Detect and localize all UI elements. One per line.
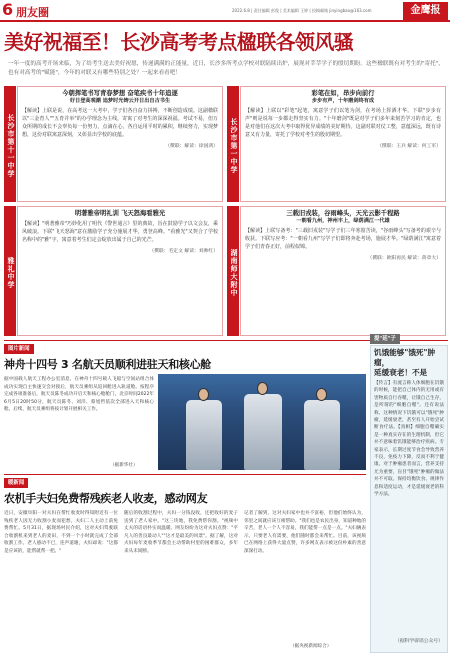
brand-logo: 金鹰报 bbox=[403, 2, 448, 20]
story2-column-2: 随后的收割过程中，夫妇一分钱没收，还把收好的麦子送到了老人家中。"这三块地，我免费帮你割。"视频中丈夫的话语朴实而温暖。网友纷纷为这对夫妇点赞："平凡人的善良最动人""这才是最美的风景"。据了解，这对夫妇每年麦收季节都会主动帮助村里的困难群众，多年来从未间断。 bbox=[124, 511, 238, 554]
astronaut-photo bbox=[158, 374, 366, 470]
couplet-card-2 bbox=[17, 206, 223, 336]
sidebar-body: 【传言】有流言称人体细胞在饥饿的时候，能把自己体内的无用或有害物质自行吞噬，让饿自己生存，是所谓的"细胞自噬"。还有说法称，这种情况下饥饿可以"饿死"肿瘤，延缓衰老，甚至有人开始尝试断食疗法。【真相】细胞自噬确实是一种真实存在的生理机制，但它并不意味着饥饿能够治疗疾病。专家表示，长期过度节食会导致营养不良，免疫力下降，反而不利于健康。对于肿瘤患者而言，营养支持尤为重要，盲目"饿死"肿瘤的做法并不可取。保持均衡饮食、规律作息和适度运动，才是延缓衰老的科学方法。 bbox=[374, 381, 444, 498]
astronaut-figure bbox=[186, 400, 222, 470]
issue-meta: 2022.6.8 | 责任编辑 彭俊 | 美术编辑 王婷 | 投稿邮箱 jinyingbao@163.com bbox=[232, 8, 372, 13]
couplet-title: 今朝挥笔书写青春梦想 奋笔疾书十年追逐 bbox=[62, 90, 178, 97]
couplet-title: 明著雅帝明礼训 飞天怒海看雅光 bbox=[74, 210, 166, 217]
couplet-card-4 bbox=[240, 206, 446, 336]
couplet-body: 【解读】上联是说，在高考这一大考中，学子们各自奋力拼搏，不断创造成绩。这副楹联以"三金育人""五育并举"的办学理念为主线，寄寓了对考生的深深祝福。考试不易，但万众所期的成长不会辜负每一份努力，点滴在心，各自运用平时的累积，继续努力，实现梦想，这份对联寓意深刻，又彰显出学校的底蕴。 bbox=[22, 108, 218, 138]
story1-body: 据中国载人航天工程办公室消息，在神舟十四号载人飞船与空间站组合体成功实现自主快速交会对接后，航天员乘组从返回舱进入轨道舱。按程序完成各项准备后，航天员陈冬成功开启天和核心舱舱门，北京时间2022年6月5日20时50分，航天员陈冬、刘洋、蔡旭哲依次全部进入天和核心舱。后续，航天员乘组将按计划开展相关工作。 bbox=[4, 377, 154, 413]
section-title: 朋友圈 bbox=[16, 6, 49, 19]
story1-headline: 神舟十四号 3 名航天员顺利进驻天和核心舱 bbox=[4, 358, 212, 371]
couplet-subtitle: 好日登高观潮 追梦时光铸云开日出自古书生 bbox=[69, 98, 171, 104]
sidebar-credit: （据科学辟谣公众号） bbox=[395, 639, 443, 644]
couplet-credit: （撰联：解读：徐国鸿） bbox=[165, 144, 218, 149]
page-number: 6 bbox=[2, 0, 14, 19]
lead-paragraph: 一年一度的高考开场来临，为了给考生送去美好祝愿，传递满满的正能量，近日，长沙多所考点学校对联陆续出炉，展现对莘莘学子的殷切期盼。这些楹联既有对考生的"寄托"，也有对高考的"赋能"，今年的对联又有哪些特别之处？一起来看看吧！ bbox=[8, 61, 444, 76]
sidebar-title-line-2: 延缓衰老！不是 bbox=[374, 368, 428, 377]
couplet-side-label-3: 长沙市第一中学 bbox=[227, 86, 239, 202]
couplet-body: 【解读】上联写备考："三载旧戎装"写学子们三年寒窗苦读，"谷雨峰头"写备考的艰辛与收获。下联写应考："一朝看九州"写学子们即将奔赴考场，施展才华。"绿荫满江"寓意着学子们青春正好，前程似锦。 bbox=[245, 228, 441, 250]
couplet-body: 【解读】上联以"彩笔"起笔，寓意学子们以笔为剑，在考场上挥洒才华。下联"步步有声"则是说每一步都走得坚实有力。"十年磨剑"既是对学子们多年来刻苦学习的肯定，也是对他们在这次大考中取得优异成绩的美好期待。这副对联对仗工整，意蕴深远，既有诗意又有力量，寄托了学校对考生的殷切期望。 bbox=[245, 108, 441, 138]
story2-headline: 农机手夫妇免费帮残疾老人收麦，感动网友 bbox=[4, 492, 208, 505]
couplet-title: 三载旧戎装，谷雨峰头，天光云影千程路 bbox=[286, 210, 400, 217]
couplet-card-3 bbox=[240, 86, 446, 202]
couplet-credit: （撰联：王兵 解读：何工军） bbox=[377, 144, 441, 149]
couplet-card-1 bbox=[17, 86, 223, 202]
astronaut-head bbox=[257, 382, 268, 395]
tag-warm-news: 暖新闻 bbox=[4, 478, 28, 488]
sidebar-title-line-1: 饥饿能够"饿死"肿瘤， bbox=[374, 348, 436, 367]
couplet-credit: （撰联：毛定文 解读：刘帅红） bbox=[149, 249, 218, 254]
couplet-title: 彩笔在如，昂步向前行 bbox=[311, 90, 375, 97]
couplet-credit: （撰联：欧阳再民 解读：蒋章大） bbox=[367, 256, 441, 261]
couplet-body: 【解读】"明著雅帝"巧妙化用了明代《警世通言》里的典故，旨在鼓励学子以文会友，乘风破浪。下联"飞天怒海"意在激励学子充分施展才华，勇登高峰。"看雅光"又契合了学校名称中的"雅"字，寓意着考生们定会绽放出属于自己的光芒。 bbox=[22, 221, 218, 243]
astronaut-figure bbox=[304, 400, 340, 470]
tag-photo-news: 图片新闻 bbox=[4, 344, 34, 354]
masthead bbox=[0, 0, 450, 22]
couplet-subtitle: 步步有声，十年磨剑终有成 bbox=[311, 98, 375, 104]
main-headline: 美好祝福至！长沙高考考点楹联各领风骚 bbox=[4, 30, 354, 54]
astronaut-head bbox=[316, 388, 327, 401]
sidebar-box bbox=[370, 345, 448, 653]
astronaut-head bbox=[198, 388, 209, 401]
story2-credit: （据央视新闻综合） bbox=[290, 644, 332, 649]
astronaut-figure bbox=[244, 394, 282, 470]
story2-column-3: 记者了解到，这对夫妇家中也并不富裕，但他们始终认为，邻里之间就应该互相帮助。"我们也是农民出身，知道种地的辛苦，老人一个人不容易，我们能帮一点是一点。"夫妇俩表示，只要老人有需要，他们随时都会来帮忙。目前，该视频已在网络上获得大量点赞，许多网友表示被这份朴素的善意深深打动。 bbox=[244, 511, 366, 554]
section-divider bbox=[4, 474, 366, 475]
story2-column-1: 近日，安徽阜阳一对夫妇在帮忙收麦时得知附近有一位残疾老人因无力收割小麦而犯愁，夫妇二人主动上前免费帮忙。5月31日，据现场村民介绍，这对夫妇驾驶联合收割机来到老人的麦田，不到一个小时就完成了全部收割工作。老人感动不已，连声道谢，夫妇却说："这都是应该的，能帮就帮一把。" bbox=[4, 511, 118, 554]
story1-credit: （据新华社） bbox=[110, 463, 138, 468]
couplet-side-label-1: 长沙市第十一中学 bbox=[4, 86, 16, 202]
couplet-side-label-2: 雅礼中学 bbox=[4, 206, 16, 336]
sidebar-tag: 提"延"子 bbox=[370, 334, 400, 344]
couplet-side-label-4: 湖南师大附中 bbox=[227, 206, 239, 336]
couplet-subtitle: 一朝看九州，神州丰上，绿荫满江一代雄 bbox=[296, 218, 390, 224]
